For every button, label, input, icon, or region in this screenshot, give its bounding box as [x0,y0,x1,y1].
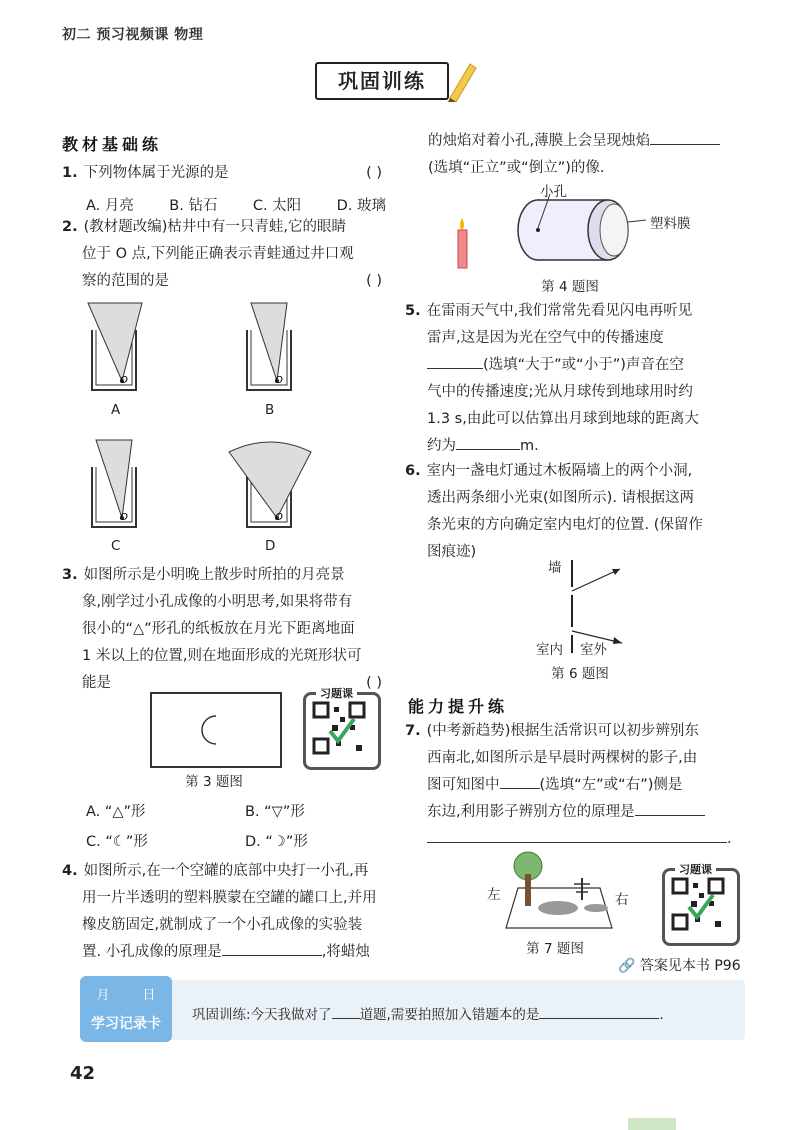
answer-reference-text: 答案见本书 P96 [639,958,741,974]
answer-reference [618,955,741,975]
option-label-d: D [265,538,276,554]
record-text-part: . [659,1007,664,1023]
answer-paren: ( ) [366,273,382,289]
record-text-part: 道题,需要拍照加入错题本的是 [359,1007,540,1023]
tree-shadow [584,904,608,912]
question-5-line: 1.3 s,由此可以估算出月球到地球的距离大 [427,411,699,427]
label-indoor: 室内 [536,642,563,658]
label-pinhole: 小孔 [540,184,567,200]
question-3-line: 象,刚学过小孔成像的小明思考,如果将带有 [82,594,353,610]
answer-blank[interactable] [456,449,520,450]
question-4-line: 如图所示,在一个空罐的底部中央打一小孔,再 [83,863,369,879]
viewing-range-shape [229,442,311,518]
qr-pattern [665,871,731,937]
option-label-b: B [265,402,275,418]
qr-pattern [306,695,372,761]
question-7-line: . [727,831,732,847]
question-1 [62,160,382,187]
study-record-title: 学习记录卡 [91,1016,161,1032]
question-1-choices [86,194,386,215]
question-number: 5. [405,303,421,319]
question-5-line: (选填“大于”或“小于”)声音在空 [483,357,684,373]
running-header: 初二 预习视频课 物理 [62,27,204,43]
page-title: 巩固训练 [315,62,449,100]
flame-icon [460,218,464,230]
moon-photo [150,692,282,768]
option-label-a: A [111,402,121,418]
question-6-line: 室内一盏电灯通过木板隔墙上的两个小洞, [426,463,693,479]
choice-d: D. “☽”形 [245,834,308,850]
answer-blank[interactable] [222,955,322,956]
answer-paren: ( ) [366,675,382,691]
choice-c: C. 太阳 [252,198,302,214]
label-right: 右 [615,892,629,908]
link-icon: 🔗 [618,958,636,974]
question-3-line: 很小的“△”形孔的纸板放在月光下距离地面 [82,621,355,637]
question-5-line: 雷声,这是因为光在空气中的传播速度 [427,330,664,346]
question-3-line: 能是 [82,675,111,691]
day-label: 日 [142,988,156,1003]
page-number: 42 [70,1063,96,1084]
well-figure-b [235,295,305,395]
well-figure-c [80,432,150,532]
tree-shadows-figure [500,848,620,938]
question-4 [62,858,392,966]
eye-point-label: O [275,375,283,386]
pinhole-mark [536,228,540,232]
study-record-text [192,1003,664,1023]
viewing-range-shape [251,303,287,381]
eye-point-label: O [120,375,128,386]
crescent-moon-icon [152,694,280,766]
label-left: 左 [487,887,501,903]
label-outdoor: 室外 [580,642,607,658]
month-label: 月 [96,988,110,1003]
question-2-line: 位于 O 点,下列能正确表示青蛙通过井口观 [82,246,354,262]
answer-blank[interactable] [427,368,483,369]
question-number: 1. [62,165,78,181]
question-4-line: 置. 小孔成像的原理是 [82,944,222,960]
question-6-line: 条光束的方向确定室内电灯的位置. (保留作 [427,517,703,533]
figure-caption-6: 第 6 题图 [551,666,609,682]
study-record-badge [80,976,172,1042]
question-7-line: 西南北,如图所示是早晨时两棵树的影子,由 [427,750,698,766]
candle-icon [458,230,467,268]
section-title-basic: 教材基础练 [62,135,163,154]
question-2-line: 察的范围的是 [82,273,169,289]
label-plastic-film: 塑料膜 [650,216,691,232]
answer-blank[interactable] [650,144,720,145]
question-2-line: (教材题改编)枯井中有一只青蛙,它的眼睛 [83,219,347,235]
answer-blank[interactable] [427,842,727,843]
qr-label: 习题课 [675,861,716,877]
answer-blank[interactable] [332,1018,360,1019]
eye-point-label: O [275,512,283,523]
choice-a: A. 月亮 [86,198,134,214]
figure-caption-3: 第 3 题图 [185,774,243,790]
page-edge-tab [628,1118,676,1130]
well-figure-d [225,432,315,532]
question-7-line: 图可知图中 [427,777,500,793]
question-3 [62,562,382,697]
figure-caption-4: 第 4 题图 [541,279,599,295]
qr-code-q7[interactable] [662,863,740,946]
answer-blank[interactable] [500,788,540,789]
question-3-line: 1 米以上的位置,则在地面形成的光斑形状可 [82,648,362,664]
viewing-range-shape [96,440,132,518]
question-7-line: (选填“左”或“右”)侧是 [539,777,683,793]
question-4-line: (选填“正立”或“倒立”)的像. [428,160,605,176]
qr-label: 习题课 [316,685,357,701]
question-number: 3. [62,567,78,583]
answer-blank[interactable] [635,815,705,816]
tree-shadow [538,901,578,915]
eye-point-label: O [120,512,128,523]
question-2 [62,214,382,295]
question-6-line: 透出两条细小光束(如图所示). 请根据这两 [427,490,695,506]
question-number: 7. [405,723,421,739]
option-label-c: C [111,538,121,554]
question-6 [405,458,745,566]
question-5-line: 约为 [427,438,456,454]
light-beam [572,569,620,591]
question-5-line: 气中的传播速度;光从月球传到地球用时约 [427,384,693,400]
choice-d: D. 玻璃 [336,198,386,214]
question-number: 4. [62,863,78,879]
choice-b: B. “▽”形 [245,804,305,820]
choice-c: C. “☾”形 [86,834,148,850]
question-4-continued [428,128,748,182]
label-wall: 墙 [548,560,562,576]
question-number: 2. [62,219,78,235]
question-5 [405,298,745,460]
question-4-line: 的烛焰对着小孔,薄膜上会呈现烛焰 [428,133,651,149]
question-4-line: ,将蜡烛 [321,944,370,960]
question-1-text: 下列物体属于光源的是 [83,165,229,181]
choice-a: A. “△”形 [86,804,146,820]
question-7-line: 东边,利用影子辨别方位的原理是 [427,804,635,820]
section-title-advanced: 能力提升练 [408,697,509,716]
question-4-line: 橡皮筋固定,就制成了一个小孔成像的实验装 [82,917,363,933]
question-7 [405,718,745,853]
question-7-line: (中考新趋势)根据生活常识可以初步辨别东 [426,723,699,739]
record-text-part: 巩固训练:今天我做对了 [192,1007,332,1023]
qr-code-q3[interactable] [303,687,381,770]
question-number: 6. [405,463,421,479]
question-3-line: 如图所示是小明晚上散步时所拍的月亮景 [83,567,345,583]
well-figure-a [80,295,150,395]
question-4-line: 用一片半透明的塑料膜蒙在空罐的罐口上,并用 [82,890,377,906]
answer-paren: ( ) [366,165,382,181]
answer-blank[interactable] [539,1018,659,1019]
question-5-line: m. [520,438,539,454]
question-6-line: 图痕迹) [427,544,477,560]
figure-caption-7: 第 7 题图 [526,941,584,957]
choice-b: B. 钻石 [169,198,218,214]
question-5-line: 在雷雨天气中,我们常常先看见闪电再听见 [426,303,693,319]
pencil-icon [440,58,480,102]
